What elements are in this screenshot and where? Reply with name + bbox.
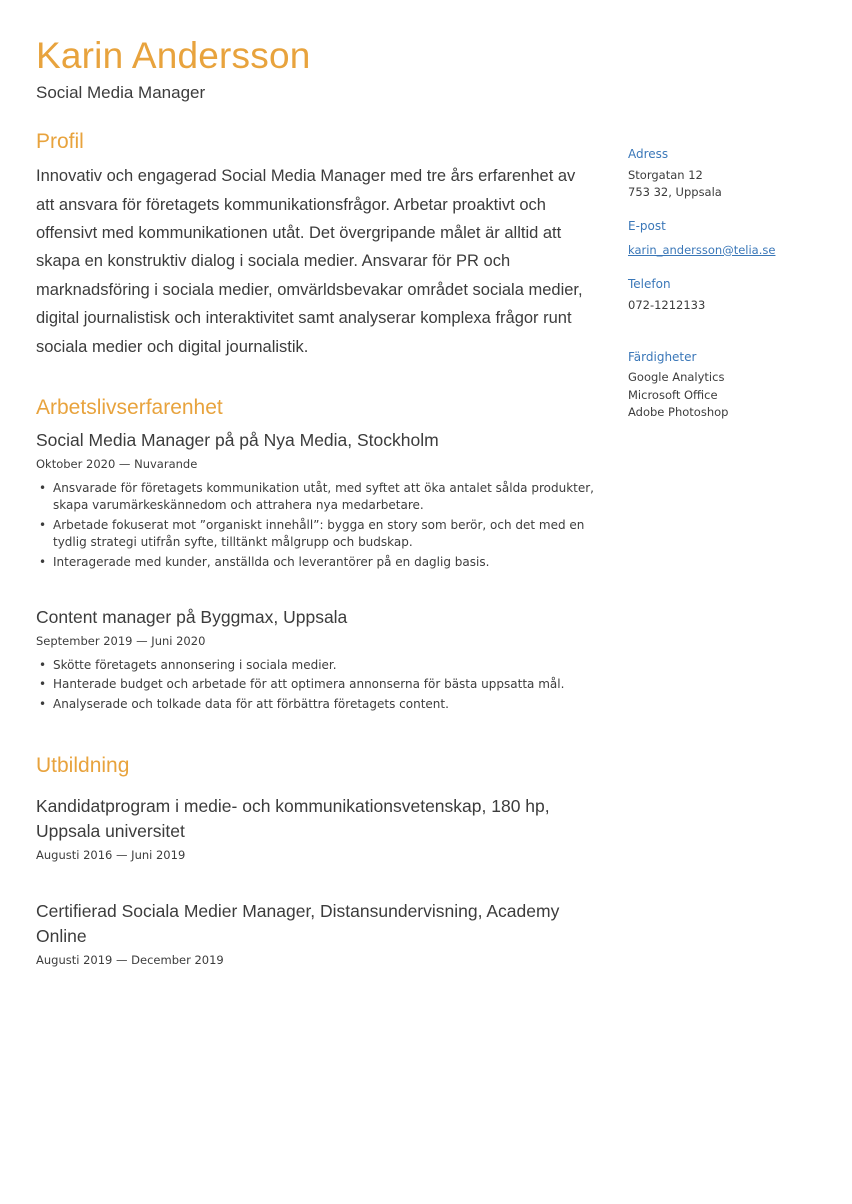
section-education xyxy=(36,753,596,968)
list-item: • Analyserade och tolkade data för att förbättra företagets content. xyxy=(36,696,596,713)
profile-text: Innovativ och engagerad Social Media Manager med tre års erfarenhet av att ansvara för företagets kommunikationsfrågor. Arbetar proaktivt och offensivt med kommunikationen utåt. Det övergripande målet är alltid att skapa en konstruktiv dialog i sociala medier. Ansvarar för PR och marknadsföring i sociala medier, omvärldsbevakar området sociala medier, digital journalistisk och interaktivitet samt analyserar komplexa frågor runt sociala medier och digital journalistik. xyxy=(36,167,583,356)
sidebar-label-skills: Färdigheter xyxy=(628,349,697,364)
sidebar-address xyxy=(628,147,808,201)
education-date: Augusti 2019 — December 2019 xyxy=(36,952,224,967)
education-entry xyxy=(36,899,596,968)
experience-role: Social Media Manager på på Nya Media, Stockholm xyxy=(36,430,439,451)
section-title-profile: Profil xyxy=(36,130,84,154)
education-entry xyxy=(36,794,596,863)
sidebar-label-email: E-post xyxy=(628,219,666,234)
section-profile xyxy=(36,129,596,361)
section-title-experience: Arbetslivserfarenhet xyxy=(36,395,223,419)
skill-item: Google Analytics xyxy=(628,370,725,385)
sidebar-phone xyxy=(628,277,808,314)
experience-date: September 2019 — Juni 2020 xyxy=(36,633,206,648)
sidebar-phone-value: 072-1212133 xyxy=(628,297,706,312)
education-date: Augusti 2016 — Juni 2019 xyxy=(36,847,186,862)
sidebar xyxy=(596,129,808,439)
section-title-education: Utbildning xyxy=(36,754,130,778)
candidate-job-title: Social Media Manager xyxy=(36,82,206,102)
sidebar-spacer xyxy=(628,332,808,350)
sidebar-address-line1: Storgatan 12 xyxy=(628,167,703,182)
list-item: • Interagerade med kunder, anställda och leverantörer på en daglig basis. xyxy=(36,554,596,571)
list-item: • Skötte företagets annonsering i sociala medier. xyxy=(36,657,596,674)
experience-entry xyxy=(36,605,596,713)
experience-bullets xyxy=(36,657,596,713)
sidebar-address-line2: 753 32, Uppsala xyxy=(628,184,722,199)
list-item: • Arbetade fokuserat mot ”organiskt innehåll”: bygga en story som berör, och det med en tydlig strategi utifrån syfte, tilltänkt målgrupp och budskap. xyxy=(36,517,596,552)
candidate-name: Karin Andersson xyxy=(36,35,311,76)
experience-role: Content manager på Byggmax, Uppsala xyxy=(36,606,348,627)
email-link[interactable]: karin_andersson@telia.se xyxy=(628,242,776,257)
sidebar-label-phone: Telefon xyxy=(628,277,671,292)
section-experience xyxy=(36,395,596,713)
education-program: Kandidatprogram i medie- och kommunikationsvetenskap, 180 hp, Uppsala universitet xyxy=(36,796,550,842)
experience-bullets xyxy=(36,480,596,571)
experience-entry xyxy=(36,428,596,571)
main-column xyxy=(36,129,596,1004)
sidebar-label-address: Adress xyxy=(628,147,669,162)
skill-item: Adobe Photoshop xyxy=(628,404,729,419)
list-item: • Ansvarade för företagets kommunikation utåt, med syftet att öka antalet sålda produkter, skapa varumärkeskännedom och attrahera nya medarbetare. xyxy=(36,480,596,515)
sidebar-email xyxy=(628,219,808,259)
content-columns xyxy=(36,129,808,1004)
experience-entries xyxy=(36,428,596,713)
skill-item: Microsoft Office xyxy=(628,387,718,402)
education-program: Certifierad Sociala Medier Manager, Distansundervisning, Academy Online xyxy=(36,901,560,946)
experience-date: Oktober 2020 — Nuvarande xyxy=(36,456,198,471)
sidebar-skills xyxy=(628,350,808,421)
list-item: • Hanterade budget och arbetade för att optimera annonserna för bästa uppsatta mål. xyxy=(36,676,596,693)
